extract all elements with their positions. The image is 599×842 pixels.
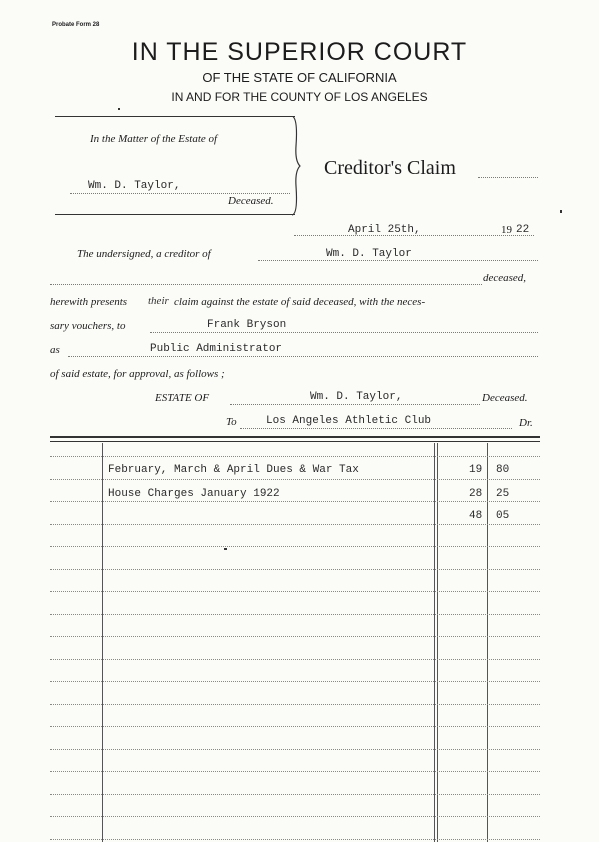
deceased-word: deceased, <box>483 272 527 284</box>
ledger-ruled-line <box>50 479 540 480</box>
ledger-ruled-line <box>50 794 540 795</box>
ledger-ruled-line <box>50 546 540 547</box>
vouchers-line <box>150 332 538 333</box>
vouchers-text: sary vouchers, to <box>50 320 126 332</box>
stray-mark-1 <box>118 108 120 110</box>
stray-mark-2 <box>560 210 562 213</box>
as-label: as <box>50 344 60 356</box>
document-title: Creditor's Claim <box>324 157 456 179</box>
county-line: IN AND FOR THE COUNTY OF LOS ANGELES <box>171 90 428 104</box>
to-name: Frank Bryson <box>207 319 287 331</box>
dr-label: Dr. <box>519 417 533 429</box>
date-day: April 25th, <box>348 224 421 236</box>
ledger-ruled-line <box>50 456 540 457</box>
to-label: To <box>226 416 237 428</box>
ledger-ruled-line <box>50 771 540 772</box>
ledger-ruled-line <box>50 726 540 727</box>
ledger-left-column-rule <box>102 443 103 842</box>
ledger-ruled-line <box>50 569 540 570</box>
ledger-ruled-line <box>50 591 540 592</box>
ledger-ruled-line <box>50 816 540 817</box>
state-line: OF THE STATE OF CALIFORNIA <box>202 70 397 85</box>
matter-brace <box>290 116 304 216</box>
ledger-ruled-line <box>50 636 540 637</box>
line-item-1-dollars: 19 <box>469 464 483 476</box>
matter-top-rule <box>55 116 295 117</box>
to-line <box>240 428 512 429</box>
ledger-ruled-line <box>50 839 540 840</box>
line-item-2-dollars: 28 <box>469 488 483 500</box>
form-number: Probate Form 28 <box>52 22 100 28</box>
matter-name-line <box>70 193 290 194</box>
date-year-suffix: 22 <box>516 224 530 236</box>
line-item-2-description: House Charges January 1922 <box>108 488 280 500</box>
matter-deceased: Deceased. <box>228 195 274 207</box>
undersigned-text: The undersigned, a creditor of <box>77 248 211 260</box>
ledger-cents-rule <box>487 443 488 842</box>
ledger-ruled-line <box>50 681 540 682</box>
presents-handwritten: their <box>148 295 169 307</box>
ledger-ruled-line <box>50 704 540 705</box>
stray-mark-3 <box>224 548 227 550</box>
ledger-ruled-line <box>50 659 540 660</box>
to-value: Los Angeles Athletic Club <box>266 415 432 427</box>
matter-name: Wm. D. Taylor, <box>88 180 181 192</box>
date-year-prefix: 19 <box>501 224 512 236</box>
ledger-ruled-line <box>50 614 540 615</box>
matter-label: In the Matter of the Estate of <box>90 133 218 145</box>
as-value: Public Administrator <box>150 343 283 355</box>
creditor-line <box>258 260 538 261</box>
total-dollars: 48 <box>469 510 483 522</box>
line-item-2-cents: 25 <box>496 488 510 500</box>
line-item-1-cents: 80 <box>496 464 510 476</box>
creditor-name: Wm. D. Taylor <box>326 248 412 260</box>
line-item-1-description: February, March & April Dues & War Tax <box>108 464 359 476</box>
estate-name: Wm. D. Taylor, <box>310 391 403 403</box>
presents-text-a: herewith presents <box>50 296 128 308</box>
ledger-top-rule-2 <box>50 441 540 442</box>
ledger-ruled-line <box>50 524 540 525</box>
ledger-amount-left-rule-2 <box>437 443 438 842</box>
title-line <box>478 177 538 178</box>
ledger-ruled-line <box>50 749 540 750</box>
matter-bottom-rule <box>55 214 295 215</box>
presents-text-b: claim against the estate of said deceased, with the neces- <box>174 296 426 308</box>
total-cents: 05 <box>496 510 510 522</box>
ledger-amount-left-rule <box>434 443 435 842</box>
estate-deceased: Deceased. <box>482 392 528 404</box>
ledger-top-rule-1 <box>50 436 540 438</box>
ledger-ruled-line <box>50 501 540 502</box>
approval-text: of said estate, for approval, as follows ; <box>50 368 225 380</box>
court-title: IN THE SUPERIOR COURT <box>131 38 468 66</box>
estate-label: ESTATE OF <box>155 392 210 404</box>
as-line <box>68 356 538 357</box>
deceased-line <box>50 284 482 285</box>
estate-line <box>230 404 480 405</box>
